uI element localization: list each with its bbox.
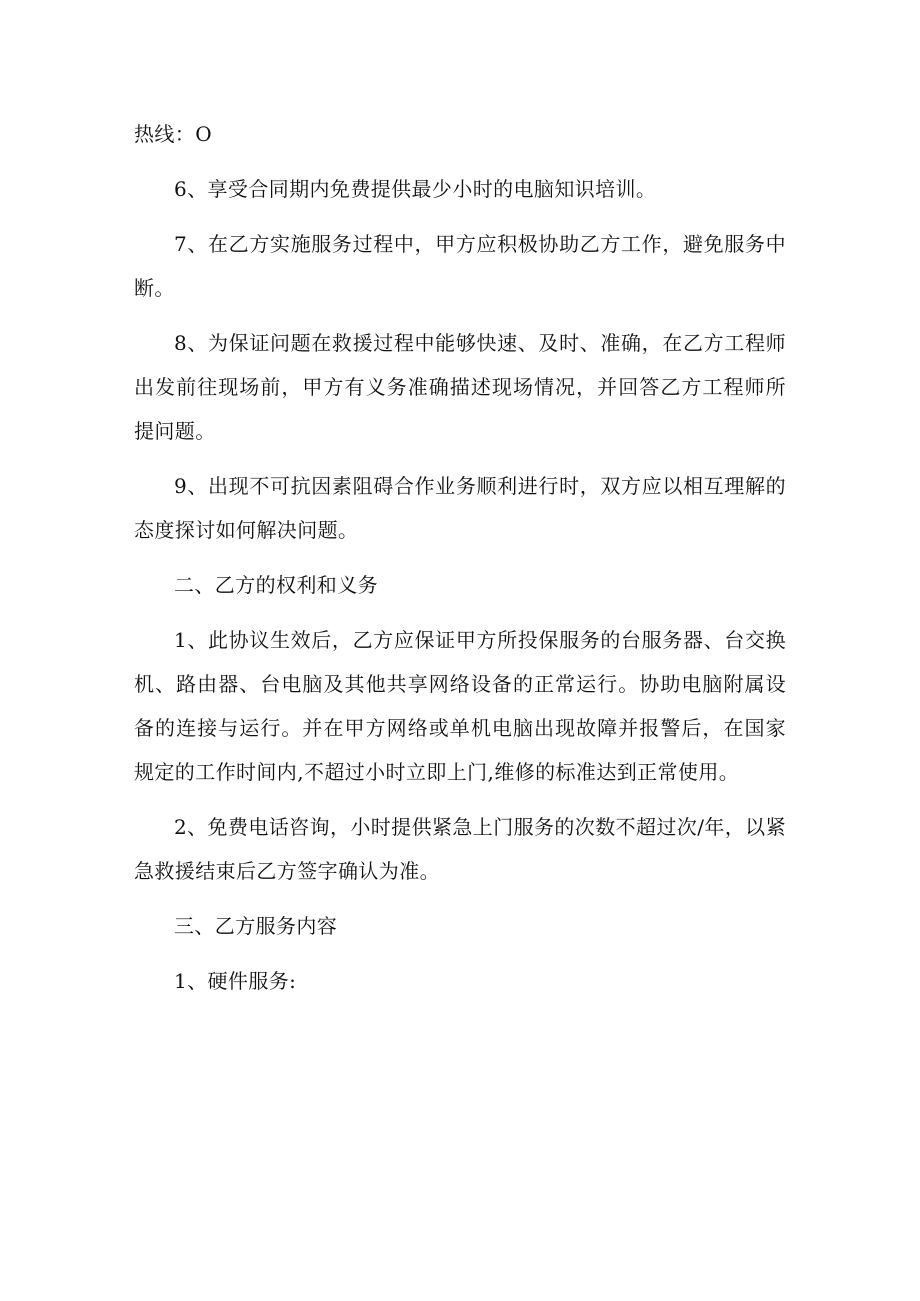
section-heading-party-b-rights: 二、乙方的权利和义务 <box>174 573 378 597</box>
paragraph-hardware-service: 1、硬件服务: <box>174 969 297 993</box>
document-body <box>134 112 786 1003</box>
paragraph-hotline: 热线：O <box>134 122 212 146</box>
paragraph-item-9: 9、出现不可抗因素阻碍合作业务顺利进行时，双方应以相互理解的态度探讨如何解决问题。 <box>134 474 786 542</box>
paragraph-item-8: 8、为保证问题在救援过程中能够快速、及时、准确，在乙方工程师出发前往现场前，甲方有义务准确描述现场情况，并回答乙方工程师所提问题。 <box>134 331 786 443</box>
paragraph-b-item-1: 1、此协议生效后，乙方应保证甲方所投保服务的台服务器、台交换机、路由器、台电脑及其他共享网络设备的正常运行。协助电脑附属设备的连接与运行。并在甲方网络或单机电脑出现故障并报警后，在国家规定的工作时间内,不超过小时立即上门,维修的标准达到正常使用。 <box>134 628 786 784</box>
paragraph-item-6: 6、享受合同期内免费提供最少小时的电脑知识培训。 <box>174 177 657 201</box>
section-heading-service-content: 三、乙方服务内容 <box>174 914 338 938</box>
paragraph-b-item-2: 2、免费电话咨询，小时提供紧急上门服务的次数不超过次/年，以紧急救援结束后乙方签字确认为准。 <box>134 815 786 883</box>
paragraph-item-7: 7、在乙方实施服务过程中，甲方应积极协助乙方工作，避免服务中断。 <box>134 232 786 300</box>
